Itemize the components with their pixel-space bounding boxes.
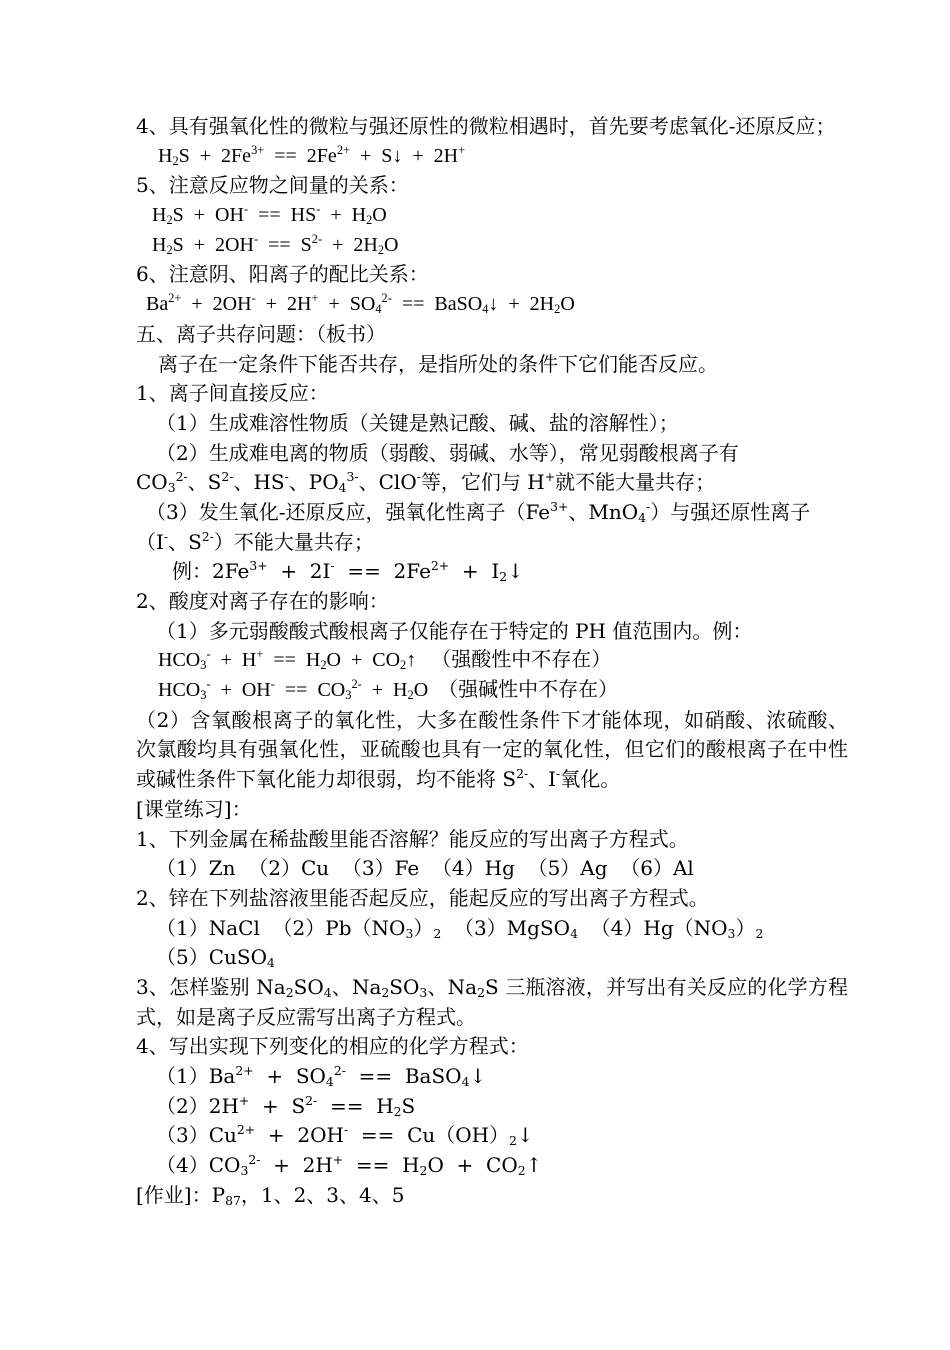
text-run: （4）Hg（NO — [577, 915, 728, 940]
text-run: S + OH — [172, 204, 244, 227]
text-run: 、HS — [233, 470, 285, 495]
text-line-l24 — [136, 854, 848, 884]
text-run: 4、具有强氧化性的微粒与强还原性的微粒相遇时，首先要考虑氧化-还原反应； — [136, 114, 836, 138]
text-run: HCO — [158, 649, 201, 672]
subscript: 2 — [477, 985, 485, 1001]
text-line-l28 — [136, 973, 848, 1032]
text-line-l07 — [136, 290, 848, 320]
text-run: 、PO — [288, 470, 339, 495]
superscript: + — [256, 647, 264, 662]
text-line-l01 — [136, 112, 848, 142]
subscript: 2 — [509, 1133, 517, 1149]
text-run: ）不能大量共存； — [213, 529, 374, 554]
subscript: 4 — [325, 1074, 334, 1090]
subscript: 2 — [172, 153, 179, 168]
text-run: ↓ — [507, 559, 524, 584]
superscript: - — [253, 231, 259, 246]
text-run: 、I — [528, 767, 557, 792]
superscript: - — [270, 677, 275, 692]
text-run: ↓ + 2H — [488, 293, 555, 316]
text-run: == S — [258, 233, 312, 256]
text-run: （4）CO — [156, 1153, 241, 1178]
text-run: ↑ — [525, 1153, 543, 1178]
text-line-l02 — [136, 142, 848, 172]
text-run: == CO — [274, 679, 346, 702]
text-run: + 2H — [260, 1153, 333, 1178]
text-run: ） — [735, 915, 756, 940]
superscript: - — [206, 647, 211, 662]
text-run: 、Na — [427, 975, 478, 999]
superscript: 2+ — [236, 1122, 256, 1138]
text-line-l22 — [136, 795, 848, 825]
text-run: H — [158, 144, 173, 167]
text-line-l17 — [136, 587, 848, 617]
superscript: 2+ — [336, 142, 350, 157]
subscript: 2 — [517, 1163, 526, 1179]
superscript: - — [316, 202, 321, 217]
superscript: + — [332, 1152, 344, 1168]
text-line-l13 — [136, 468, 848, 498]
text-run: O + CO — [326, 649, 401, 672]
text-run: 2、锌在下列盐溶液里能否起反应，能起反应的写出离子方程式。 — [136, 885, 709, 910]
superscript: - — [646, 498, 651, 514]
text-run: S — [401, 1093, 416, 1118]
text-run: + H — [210, 649, 257, 672]
text-line-l30 — [136, 1062, 848, 1092]
superscript: 2- — [333, 1063, 346, 1079]
text-run: 6、注意阴、阳离子的配比关系： — [136, 262, 429, 287]
text-line-l34 — [136, 1181, 848, 1211]
text-run: 1、下列金属在稀盐酸里能否溶解？能反应的写出离子方程式。 — [136, 826, 689, 851]
text-line-l03 — [136, 171, 848, 201]
superscript: - — [251, 291, 256, 306]
subscript: 2 — [407, 688, 414, 703]
text-run: （1）多元弱酸酸式酸根离子仅能存在于特定的 PH 值范围内。例： — [156, 618, 753, 643]
text-run: 离子在一定条件下能否共存，是指所处的条件下它们能否反应。 — [158, 351, 718, 376]
text-line-l27 — [136, 943, 848, 973]
text-run: SO — [293, 975, 324, 999]
document-page — [136, 112, 848, 1211]
subscript: 4 — [375, 302, 382, 317]
superscript: 2- — [516, 766, 529, 782]
superscript: 2+ — [168, 291, 182, 306]
subscript: 2 — [381, 985, 390, 1001]
text-run: O + CO — [427, 1153, 518, 1178]
text-line-l14 — [136, 498, 848, 528]
superscript: - — [284, 469, 289, 485]
superscript: 2- — [351, 677, 362, 692]
text-run: == H — [343, 1153, 420, 1178]
text-run: + 2H — [322, 233, 378, 256]
text-run: （1）NaCl （2）Pb（NO — [156, 915, 406, 940]
text-run: 5、注意反应物之间量的关系： — [136, 173, 409, 198]
superscript: - — [330, 558, 335, 574]
superscript: 3+ — [550, 498, 569, 514]
text-run: 、ClO — [358, 470, 417, 495]
text-run: 等，它们与 H — [420, 470, 545, 495]
text-run: ↑ （强酸性中不存在） — [406, 649, 612, 672]
text-run: 例：2Fe — [172, 559, 250, 584]
text-run: 3、怎样鉴别 Na — [136, 975, 286, 999]
text-run: （2）2H — [156, 1093, 239, 1118]
superscript: + — [311, 291, 319, 306]
text-run: == 2Fe — [264, 144, 337, 167]
subscript: 2 — [377, 242, 385, 257]
subscript: 4 — [338, 480, 347, 496]
superscript: 2- — [248, 1152, 261, 1168]
text-line-l16 — [136, 557, 848, 587]
text-run: （1）Ba — [156, 1064, 236, 1089]
text-run: H — [152, 233, 167, 256]
subscript: 3 — [419, 985, 428, 1001]
subscript: 2 — [393, 1103, 402, 1119]
text-line-l25 — [136, 884, 848, 914]
superscript: 2- — [311, 231, 323, 246]
text-run: （1）生成难溶性物质（关键是熟记酸、碱、盐的溶解性）； — [156, 410, 679, 435]
text-run: 1、离子间直接反应： — [136, 381, 329, 406]
subscript: 3 — [727, 925, 736, 941]
text-run: CO — [136, 470, 168, 495]
text-line-l23 — [136, 825, 848, 855]
superscript: + — [544, 469, 556, 485]
subscript: 2 — [400, 658, 407, 673]
superscript: - — [206, 677, 211, 692]
text-line-l19 — [136, 646, 848, 676]
text-line-l33 — [136, 1151, 848, 1181]
text-run: + 2H — [255, 293, 312, 316]
text-run: SO — [389, 975, 420, 999]
text-run: O （强碱性中不存在） — [413, 679, 619, 702]
superscript: 3- — [346, 469, 359, 485]
superscript: - — [343, 1122, 349, 1138]
superscript: 2- — [175, 469, 188, 485]
text-run: == Cu（OH） — [348, 1123, 510, 1148]
text-run: 、MnO — [568, 499, 639, 524]
superscript: 2+ — [430, 558, 450, 574]
superscript: 2- — [305, 1092, 318, 1108]
text-line-l04 — [136, 201, 848, 231]
subscript: 2 — [320, 658, 327, 673]
text-run: S + 2OH — [172, 233, 254, 256]
text-run: （1）Zn （2）Cu （3）Fe （4）Hg （5）Ag （6）Al — [156, 856, 694, 881]
text-run: H — [152, 204, 167, 227]
superscript: + — [238, 1092, 250, 1108]
text-run: ）与强还原性离子 — [650, 499, 811, 524]
subscript: 2 — [166, 213, 173, 228]
text-run: + 2OH — [181, 293, 252, 316]
text-line-l31 — [136, 1092, 848, 1122]
text-run: （2）生成难电离的物质（弱酸、弱碱、水等），常见弱酸根离子有 — [156, 440, 739, 465]
text-run: + S — [249, 1093, 306, 1118]
text-line-l15 — [136, 528, 848, 558]
superscript: 3+ — [249, 558, 268, 574]
text-run: + H — [320, 204, 367, 227]
text-run: O — [384, 233, 399, 256]
subscript: 3 — [405, 925, 414, 941]
text-run: 、S — [187, 470, 222, 495]
text-line-l32 — [136, 1121, 848, 1151]
text-run: 4、写出实现下列变化的相应的化学方程式： — [136, 1034, 529, 1059]
text-line-l26 — [136, 914, 848, 944]
text-run: + 2OH — [255, 1123, 344, 1148]
text-line-l21 — [136, 706, 848, 795]
subscript: 3 — [240, 1163, 249, 1179]
text-run: O — [372, 204, 387, 227]
subscript: 4 — [570, 925, 578, 941]
superscript: - — [243, 202, 249, 217]
text-run: （2）含氧酸根离子的氧化性，大多在酸性条件下才能体现，如硝酸、浓硫酸、次氯酸均具有强氧化性，亚硫酸也具有一定的氧化性，但它们的酸根离子在中性或碱性条件下氧化能力却很弱，均不能将 S — [136, 707, 848, 792]
text-line-l11 — [136, 409, 848, 439]
subscript: 2 — [166, 242, 173, 257]
subscript: 4 — [461, 1074, 470, 1090]
text-run: S + 2Fe — [178, 144, 252, 167]
text-run: O — [560, 293, 575, 316]
text-run: （5）CuSO — [156, 945, 268, 970]
text-run: ，1、2、3、4、5 — [240, 1182, 405, 1207]
subscript: 4 — [323, 985, 332, 1001]
text-run: 氧化。 — [560, 767, 621, 792]
text-line-l08 — [136, 320, 848, 350]
text-run: == BaSO — [345, 1064, 462, 1089]
superscript: 2- — [201, 528, 214, 544]
text-line-l29 — [136, 1032, 848, 1062]
text-run: + OH — [210, 679, 271, 702]
text-line-l05 — [136, 231, 848, 261]
text-run: Ba — [146, 293, 169, 316]
superscript: 2- — [221, 469, 234, 485]
text-run: 、S — [168, 529, 202, 554]
text-run: （3）发生氧化-还原反应，强氧化性离子（Fe — [146, 499, 551, 524]
text-run: 五、离子共存问题：（板书） — [136, 321, 386, 346]
subscript: 3 — [200, 658, 207, 673]
text-run: （I — [136, 529, 164, 554]
text-run: HCO — [158, 679, 201, 702]
text-run: （3）MgSO — [441, 915, 571, 940]
subscript: 4 — [482, 302, 489, 317]
text-line-l12 — [136, 439, 848, 469]
superscript: - — [163, 528, 169, 544]
superscript: - — [556, 766, 561, 782]
text-run: + I — [449, 559, 500, 584]
text-run: == H — [263, 649, 321, 672]
text-line-l09 — [136, 350, 848, 380]
text-run: [课堂练习]： — [136, 796, 252, 821]
superscript: 2+ — [235, 1063, 254, 1079]
text-run: ） — [413, 915, 434, 940]
text-run: + H — [361, 679, 408, 702]
text-run: + S↓ + 2H — [350, 144, 459, 167]
text-line-l10 — [136, 379, 848, 409]
subscript: 2 — [499, 569, 508, 585]
subscript: 4 — [267, 955, 275, 971]
text-run: + 2I — [267, 559, 331, 584]
subscript: 2 — [419, 1163, 428, 1179]
subscript: 3 — [345, 688, 352, 703]
subscript: 3 — [167, 480, 176, 496]
subscript: 3 — [200, 688, 207, 703]
subscript: 2 — [433, 925, 442, 941]
subscript: 2 — [755, 925, 764, 941]
text-run: [作业]：P — [136, 1182, 226, 1207]
text-run: + SO — [318, 293, 376, 316]
text-run: S 三瓶溶液，并写出有关反应的化学方程式，如是离子反应需写出离子方程式。 — [136, 975, 848, 1029]
subscript: 87 — [225, 1192, 241, 1208]
text-run: 、Na — [331, 975, 382, 999]
superscript: - — [416, 469, 421, 485]
text-run: == BaSO — [391, 293, 483, 316]
text-run: ↓ — [469, 1064, 487, 1089]
text-run: 就不能大量共存； — [555, 470, 716, 495]
text-line-l20 — [136, 676, 848, 706]
subscript: 2 — [554, 302, 561, 317]
text-run: （3）Cu — [156, 1123, 237, 1148]
superscript: 2- — [381, 291, 392, 306]
text-run: ↓ — [516, 1123, 534, 1148]
text-run: == 2Fe — [334, 559, 431, 584]
subscript: 4 — [638, 510, 647, 526]
superscript: + — [458, 142, 466, 157]
text-line-l18 — [136, 617, 848, 647]
text-line-l06 — [136, 260, 848, 290]
subscript: 2 — [285, 985, 294, 1001]
subscript: 2 — [366, 213, 373, 228]
superscript: 3+ — [251, 142, 265, 157]
text-run: + SO — [253, 1064, 326, 1089]
text-run: == H — [317, 1093, 394, 1118]
text-run: == HS — [248, 204, 317, 227]
text-run: 2、酸度对离子存在的影响： — [136, 589, 389, 614]
